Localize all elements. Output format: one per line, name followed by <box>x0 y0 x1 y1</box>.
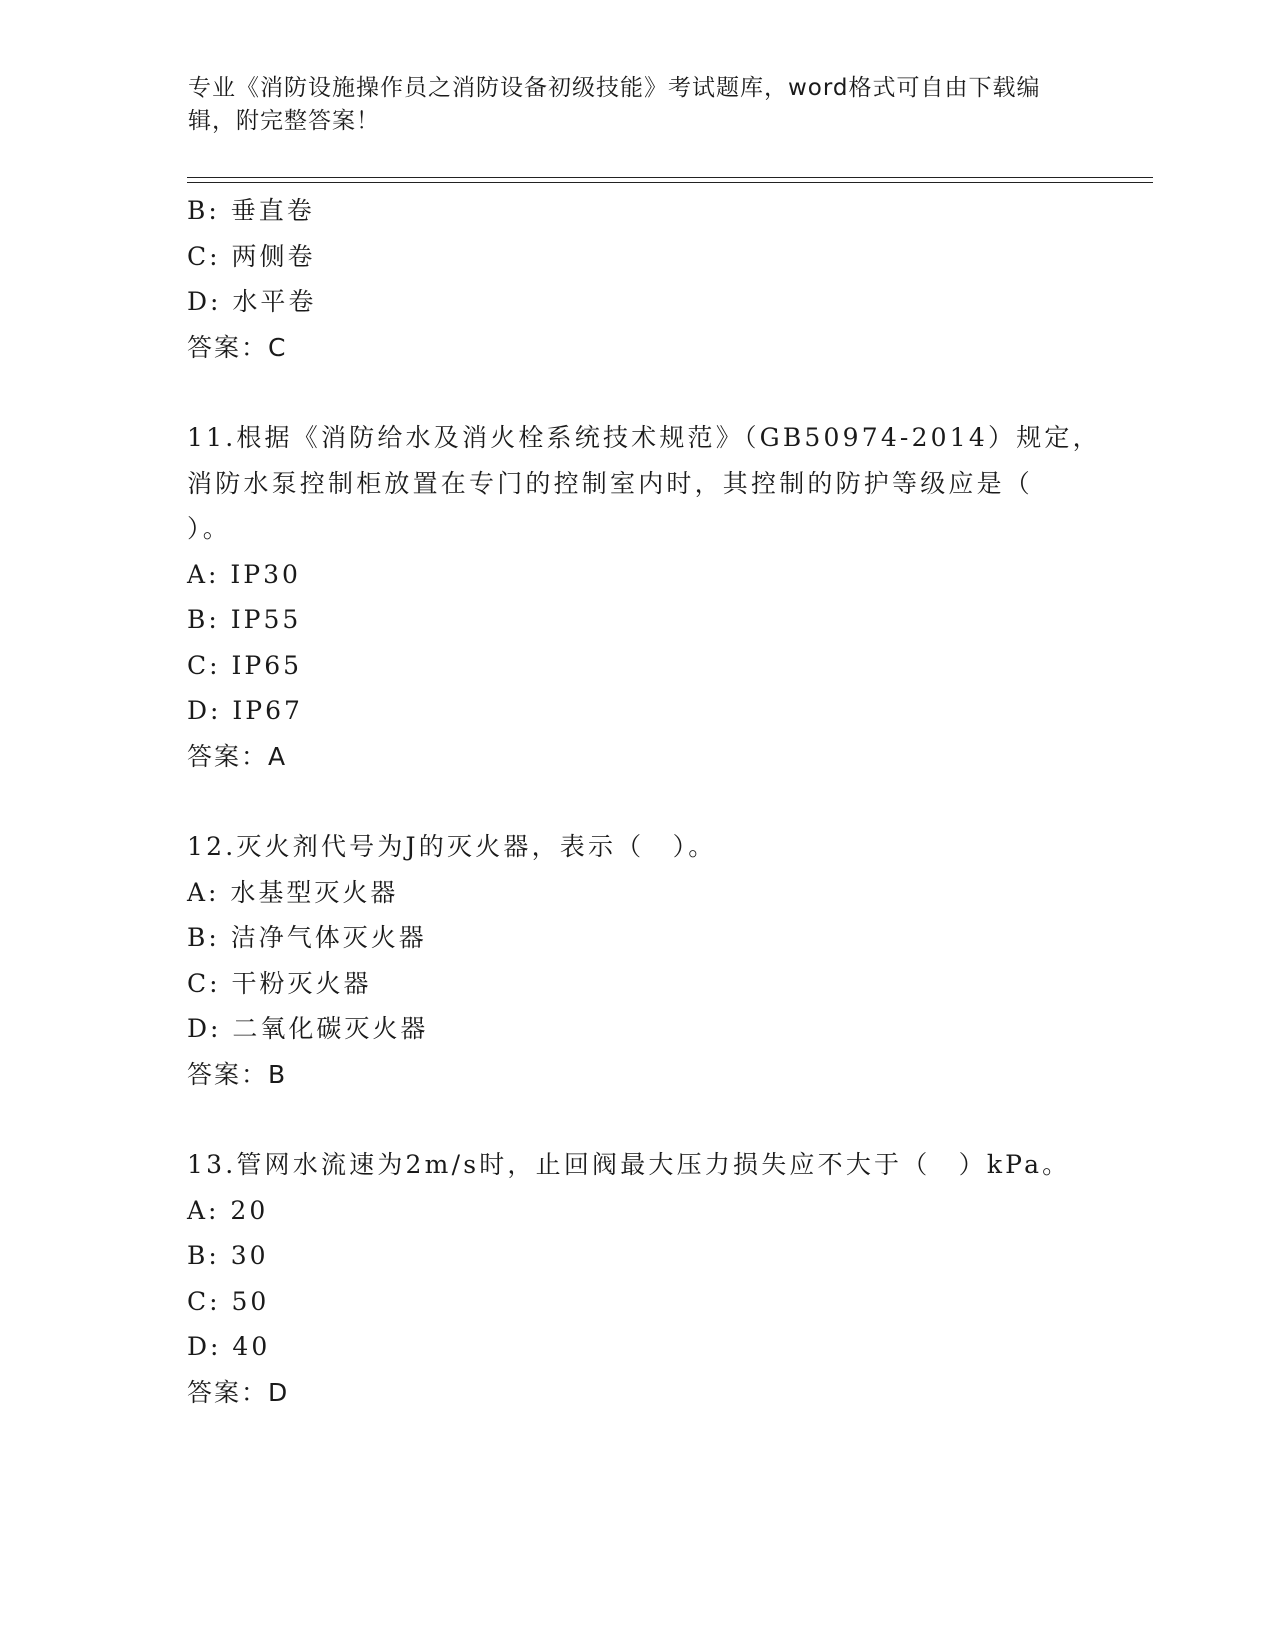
header-line-1: 专业《消防设施操作员之消防设备初级技能》考试题库，word格式可自由下载编 <box>188 75 1041 101</box>
question-gap <box>187 370 1087 415</box>
option-b: B: IP55 <box>187 605 302 634</box>
question-stem-line: 12.灭火剂代号为J的灭火器，表示（ ）。 <box>187 832 717 861</box>
document-header <box>188 72 1068 138</box>
option-d: D: 二氧化碳灭火器 <box>187 1014 429 1043</box>
option-d: D: 40 <box>187 1332 271 1361</box>
answer-line: 答案：D <box>187 1377 290 1407</box>
option-b: B: 30 <box>187 1241 269 1270</box>
header-rule-top <box>187 177 1153 178</box>
question-stem-line: ）。 <box>187 514 231 543</box>
question-block-13 <box>187 1142 1087 1415</box>
option-b: B: 垂直卷 <box>187 196 315 225</box>
answer-line: 答案：B <box>187 1059 288 1089</box>
question-stem-line: 13.管网水流速为2m/s时，止回阀最大压力损失应不大于（ ）kPa。 <box>187 1150 1071 1179</box>
option-c: C: 50 <box>187 1286 270 1316</box>
question-block-10 <box>187 188 1087 370</box>
answer-line: 答案：C <box>187 332 288 362</box>
option-d: D: 水平卷 <box>187 287 317 316</box>
header-rule-bottom <box>187 182 1153 183</box>
header-line-2: 辑，附完整答案！ <box>188 108 380 134</box>
option-d: D: IP67 <box>187 696 303 725</box>
question-stem-line: 消防水泵控制柜放置在专门的控制室内时，其控制的防护等级应是（ <box>187 468 1034 498</box>
option-b: B: 洁净气体灭火器 <box>187 923 427 952</box>
option-a: A: 水基型灭火器 <box>187 877 399 907</box>
question-block-11 <box>187 415 1101 779</box>
question-block-12 <box>187 824 1087 1097</box>
option-a: A: IP30 <box>187 559 301 589</box>
question-stem-line: 11.根据《消防给水及消火栓系统技术规范》（GB50974-2014）规定， <box>187 423 1101 452</box>
option-c: C: 两侧卷 <box>187 241 316 271</box>
option-a: A: 20 <box>187 1195 269 1225</box>
answer-line: 答案：A <box>187 741 288 771</box>
question-list <box>187 188 1101 1415</box>
question-gap <box>187 779 1087 824</box>
question-gap <box>187 1097 1087 1142</box>
option-c: C: IP65 <box>187 650 303 680</box>
option-c: C: 干粉灭火器 <box>187 968 372 998</box>
